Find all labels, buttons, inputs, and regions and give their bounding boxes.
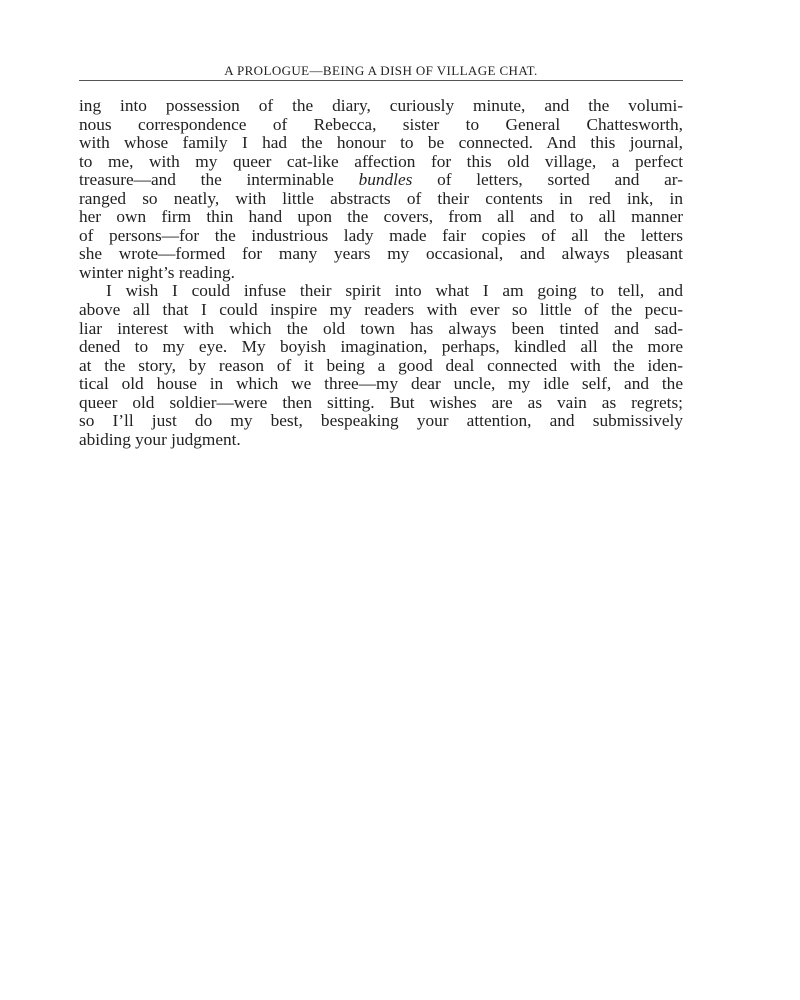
text-segment: of letters, sorted and ar- <box>437 170 683 190</box>
text-line: queer old soldier—were then sitting. But wishes are as vain as regrets; <box>79 392 683 412</box>
paragraph-2 <box>79 282 683 449</box>
text-line: with whose family I had the honour to be connected. And this journal, <box>79 133 683 153</box>
text-line: liar interest with which the old town has always been tinted and sad- <box>79 318 683 338</box>
text-line: nous correspondence of Rebecca, sister to General Chattesworth, <box>79 114 683 134</box>
book-page <box>79 63 683 449</box>
text-line: she wrote—formed for many years my occasional, and always pleasant <box>79 244 683 264</box>
running-head: A PROLOGUE—BEING A DISH OF VILLAGE CHAT. <box>79 63 683 81</box>
text-line: to me, with my queer cat-like affection for this old village, a perfect <box>79 151 683 171</box>
text-line: ranged so neatly, with little abstracts of their contents in red ink, in <box>79 188 683 208</box>
text-line: I wish I could infuse their spirit into what I am going to tell, and <box>106 281 683 301</box>
text-line: winter night’s reading. <box>79 262 235 282</box>
text-line: tical old house in which we three—my dear uncle, my idle self, and the <box>79 374 683 394</box>
paragraph-1 <box>79 97 683 282</box>
text-segment: treasure—and the interminable <box>79 170 334 190</box>
text-line: her own firm thin hand upon the covers, from all and to all manner <box>79 207 683 227</box>
text-line: above all that I could inspire my readers with ever so little of the pecu- <box>79 300 683 320</box>
text-line <box>79 171 683 190</box>
emphasis-bundles: bundles <box>358 170 413 190</box>
text-line: at the story, by reason of it being a good deal connected with the iden- <box>79 355 683 375</box>
body-text <box>79 97 683 449</box>
text-line: dened to my eye. My boyish imagination, perhaps, kindled all the more <box>79 337 683 357</box>
text-line: ing into possession of the diary, curiously minute, and the volumi- <box>79 96 683 115</box>
text-line: of persons—for the industrious lady made fair copies of all the letters <box>79 225 683 245</box>
text-line: abiding your judgment. <box>79 429 241 449</box>
text-line: so I’ll just do my best, bespeaking your attention, and submissively <box>79 411 683 431</box>
